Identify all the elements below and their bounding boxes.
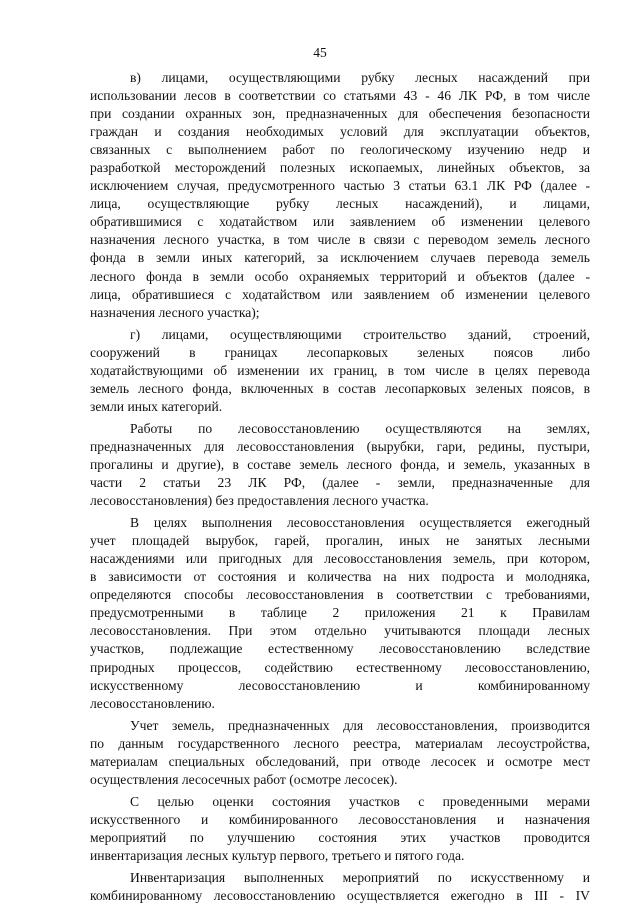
text-line: определяются способы лесовосстановления в соответствии с требованиями, [90,587,590,603]
text-line: части 2 статьи 23 ЛК РФ, (далее - земли, предназначенные для [90,475,590,491]
text-line: материалам специальных обследований, при отводе лесосек и осмотре мест [90,753,590,769]
text-line: осуществления лесосечных работ (осмотре лесосек). [90,771,398,787]
document-body [90,69,590,909]
paragraph [90,793,590,865]
text-line: в) лицами, осуществляющими рубку лесных насаждений при [130,70,590,85]
text-line: использовании лесов в соответствии со статьями 43 - 46 ЛК РФ, в том числе [90,88,590,104]
text-line: лесовосстановления. При этом отдельно учитываются площади лесных [90,623,590,639]
text-line: лесовосстановлению. [90,695,215,711]
text-line: Инвентаризация выполненных мероприятий по искусственному и [130,870,590,886]
paragraph [90,326,590,416]
text-line: насаждениями или пригодных для лесовосстановления земель, при котором, [90,551,590,567]
text-line: назначения лесного участка); [90,304,260,320]
text-line: предназначенных для лесовосстановления (вырубки, гари, редины, пустыри, [90,438,590,454]
text-line: земель лесного фонда, включенных в состав лесопарковых зеленых поясов, в [90,380,590,396]
paragraph [90,717,590,789]
text-line: учет площадей вырубок, гарей, прогалин, иных не занятых лесными [90,533,590,549]
text-line: В целях выполнения лесовосстановления осуществляется ежегодный [130,515,590,531]
text-line: Работы по лесовосстановлению осуществляются на землях, [130,420,590,436]
text-line: граждан и создания необходимых условий для эксплуатации объектов, [90,124,590,140]
text-line: сооружений в границах лесопарковых зеленых поясов либо [90,344,590,360]
text-line: назначения лесного участка, в том числе в связи с переводом земель лесного [90,232,590,248]
text-line: мероприятий по улучшению состояния этих участков проводится [90,829,590,845]
text-line: фонда в земли иных категорий, за исключением случаев перевода земель [90,250,590,266]
text-line: г) лицами, осуществляющими строительство зданий, строений, [130,326,590,342]
text-line: инвентаризация лесных культур первого, третьего и пятого года. [90,847,465,863]
text-line: связанных с выполнением работ по геологическому изучению недр и [90,142,590,158]
text-line: в зависимости от состояния и количества на них подроста и молодняка, [90,569,590,585]
paragraph [90,514,590,713]
page-number: 45 [313,45,327,60]
text-line: лица, осуществляющие рубку лесных насаждений), и лицами, [90,196,590,212]
text-line: Учет земель, предназначенных для лесовосстановления, производится [130,717,590,733]
text-line: С целью оценки состояния участков с проведенными мерами [130,793,590,809]
text-line: исключением случая, предусмотренного частью 3 статьи 63.1 ЛК РФ (далее - [90,178,590,194]
text-line: искусственного и комбинированного лесовосстановления и назначения [90,811,590,827]
text-line: лесовосстановления) без предоставления лесного участка. [90,493,429,509]
text-line: разработкой месторождений полезных ископаемых, линейных объектов, за [90,160,590,176]
paragraph [90,69,590,322]
text-line: по данным государственного лесного реестра, материалам лесоустройства, [90,735,590,751]
text-line: прогалины и другие), в составе земель лесного фонда, и земель, указанных в [90,456,590,472]
text-line: ходатайствующими об изменении их границ, в том числе в целях перевода [90,362,590,378]
text-line: земли иных категорий. [90,398,223,414]
paragraph [90,869,590,905]
text-line: искусственному лесовосстановлению и комбинированному [90,677,590,693]
text-line: при создании охранных зон, предназначенных для обеспечения безопасности [90,106,590,122]
text-line: комбинированному лесовосстановлению осуществляется ежегодно в III - IV [90,888,590,904]
text-line: лесного фонда в земли особо охраняемых территорий и объектов (далее - [90,268,590,284]
text-line: обратившимися с ходатайством или заявлением об изменении целевого [90,214,590,230]
text-line: природных процессов, содействию естественному лесовосстановлению, [90,659,590,675]
text-line: предусмотренными в таблице 2 приложения 21 к Правилам [90,605,590,621]
paragraph [90,420,590,510]
text-line: лица, обратившиеся с ходатайством или заявлением об изменении целевого [90,286,590,302]
text-line: участков, подлежащие естественному лесовосстановлению вследствие [90,641,590,657]
